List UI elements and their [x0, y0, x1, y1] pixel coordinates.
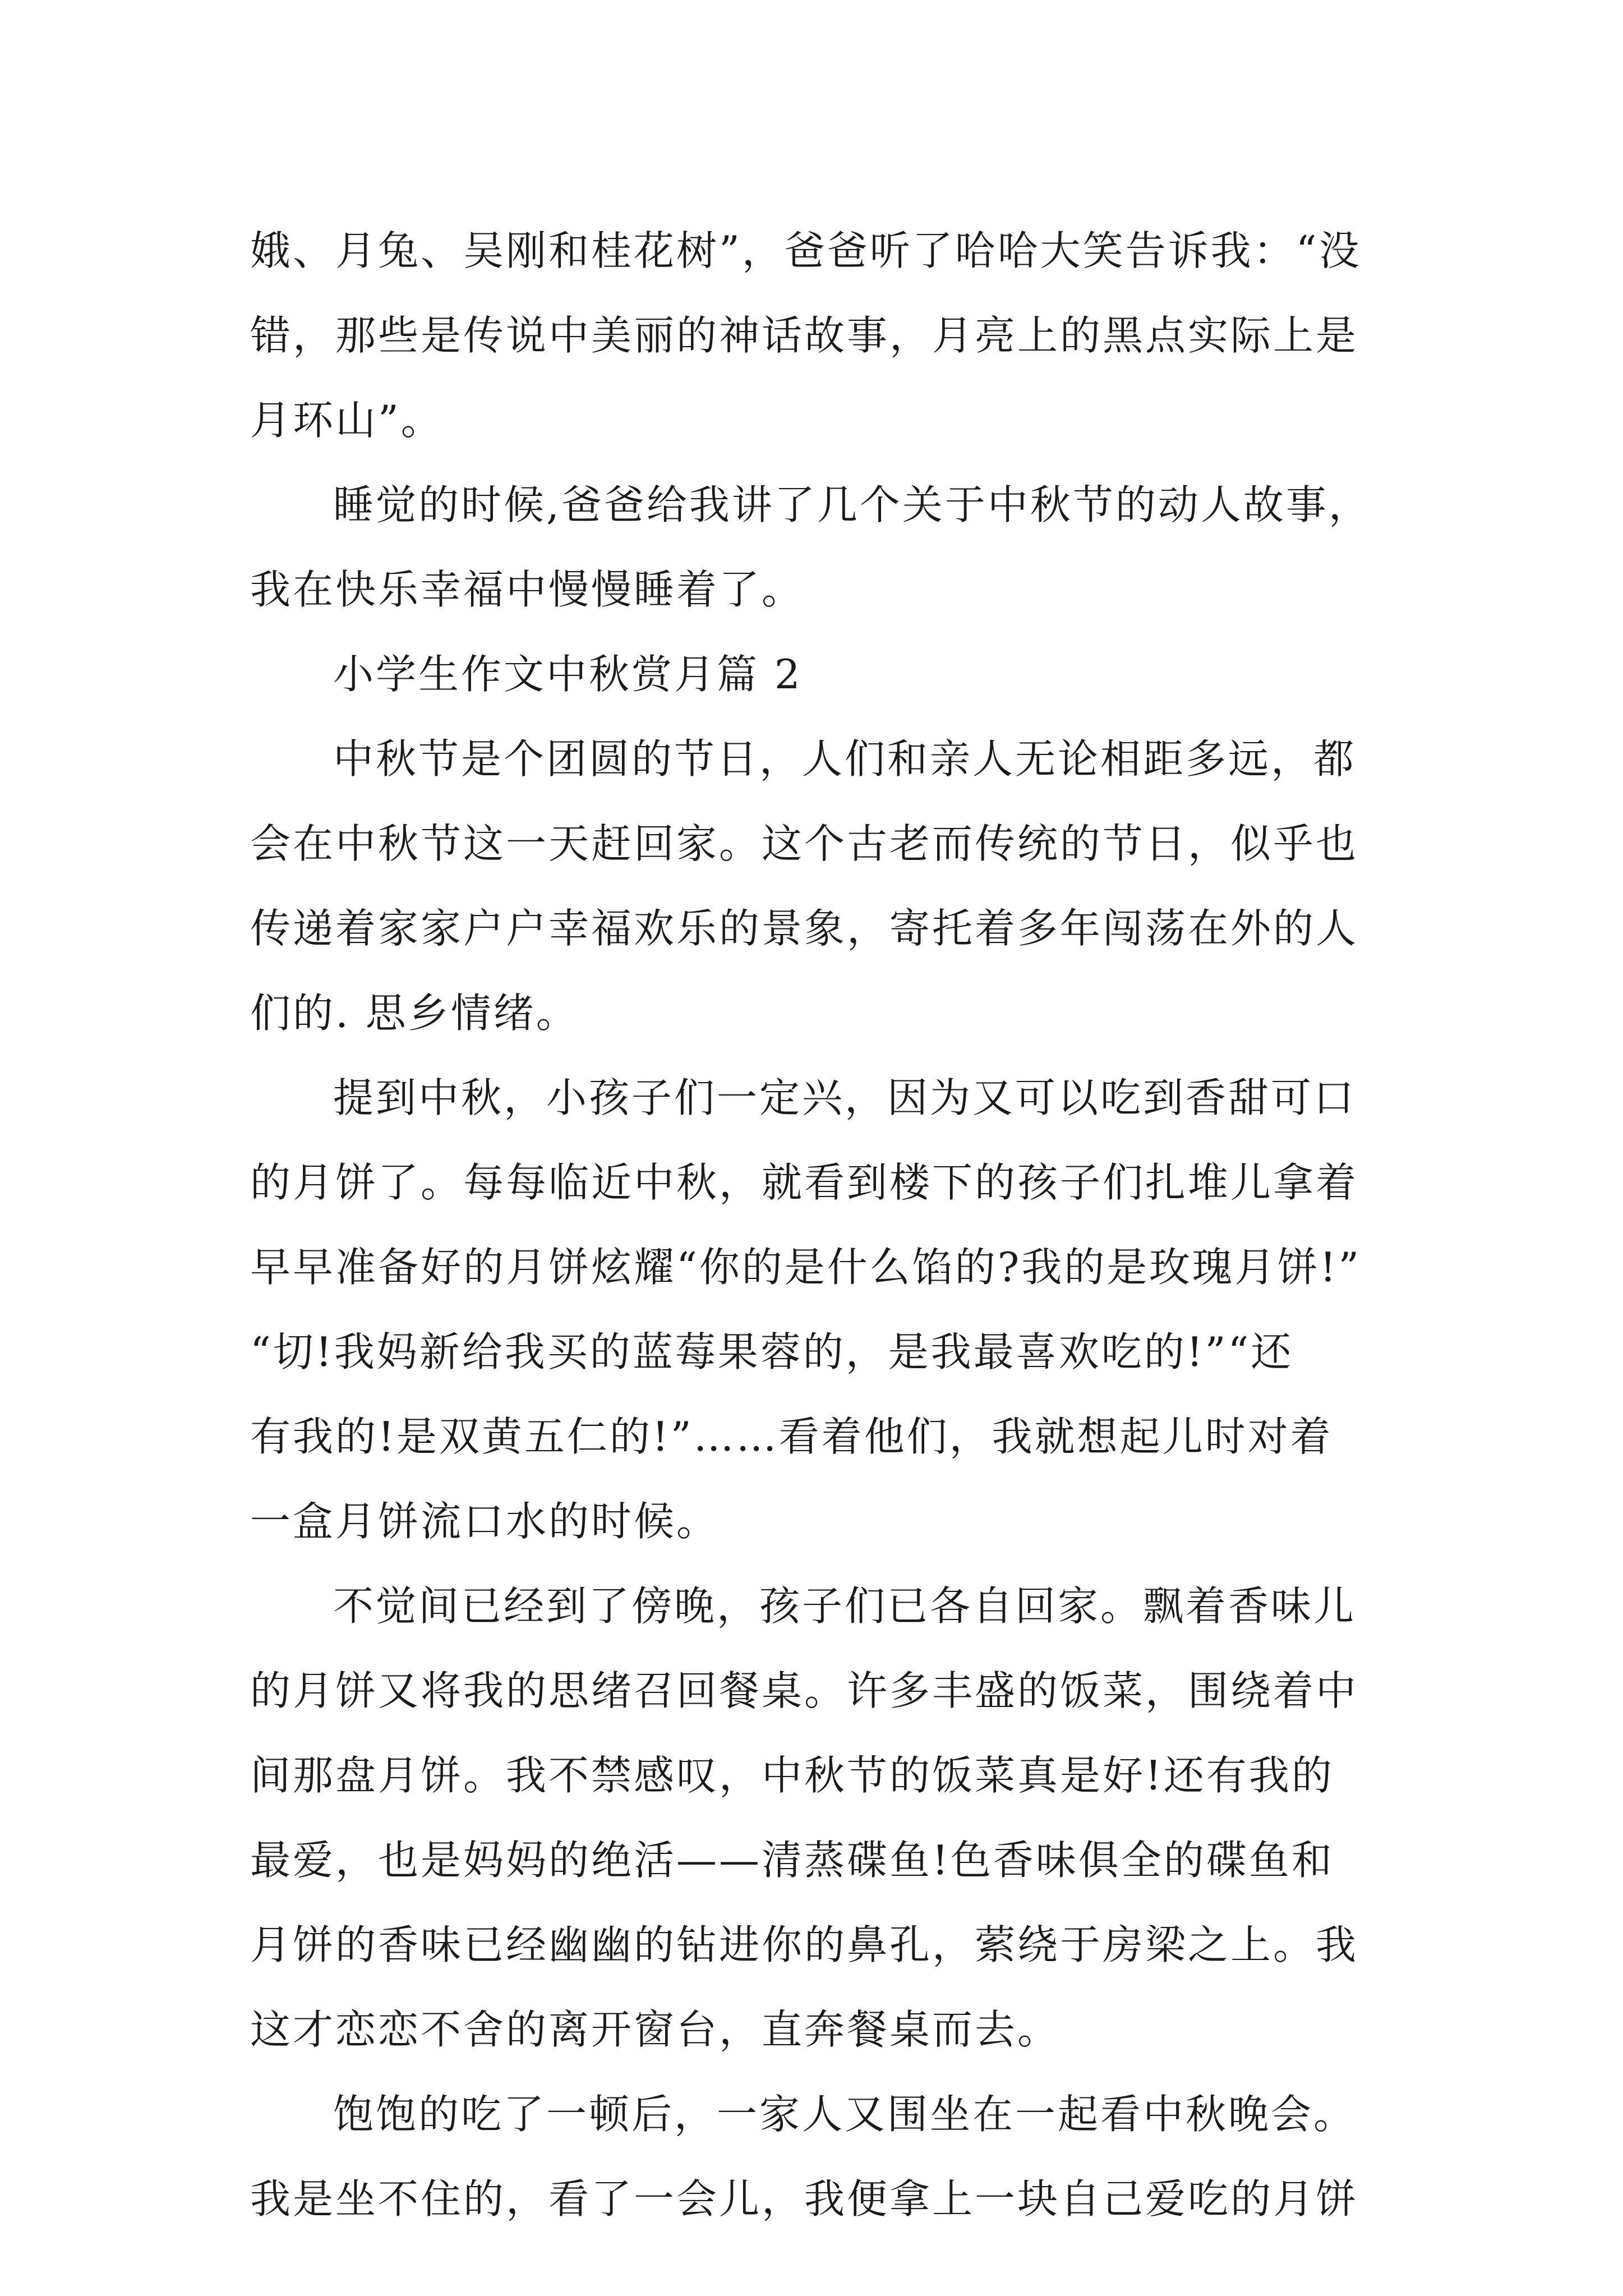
text-line: 错，那些是传说中美丽的神话故事，月亮上的黑点实际上是	[250, 312, 1359, 359]
paragraph-start-line: 睡觉的时候,爸爸给我讲了几个关于中秋节的动人故事，	[333, 481, 1371, 528]
paragraph-start-line: 不觉间已经到了傍晚，孩子们已各自回家。飘着香味儿	[333, 1582, 1357, 1630]
paragraph-start-line: 饱饱的吃了一顿后，一家人又围坐在一起看中秋晚会。	[333, 2091, 1357, 2138]
paragraph-start-line: 提到中秋，小孩子们一定兴，因为又可以吃到香甜可口	[333, 1074, 1357, 1121]
text-line: 早早准备好的月饼炫耀“你的是什么馅的?我的是玫瑰月饼!”	[250, 1244, 1362, 1291]
text-line: 我是坐不住的，看了一会儿，我便拿上一块自己爱吃的月饼	[250, 2175, 1359, 2223]
text-line: 最爱，也是妈妈的绝活——清蒸碟鱼!色香味俱全的碟鱼和	[250, 1837, 1334, 1884]
text-line: 我在快乐幸福中慢慢睡着了。	[250, 566, 805, 613]
text-line: 月饼的香味已经幽幽的钻进你的鼻孔，萦绕于房梁之上。我	[250, 1921, 1359, 1968]
text-line: 们的. 思乡情绪。	[250, 990, 579, 1037]
text-line: 娥、月兔、吴刚和桂花树”，爸爸听了哈哈大笑告诉我：“没	[250, 227, 1362, 274]
text-line: 传递着家家户户幸福欢乐的景象，寄托着多年闯荡在外的人	[250, 905, 1359, 952]
section-heading: 小学生作文中秋赏月篇 2	[333, 651, 803, 698]
text-line: 月环山”。	[250, 397, 444, 444]
text-line: 间那盘月饼。我不禁感叹，中秋节的饭菜真是好!还有我的	[250, 1752, 1334, 1799]
text-line: 一盒月饼流口水的时候。	[250, 1498, 720, 1545]
text-line: 会在中秋节这一天赶回家。这个古老而传统的节日，似乎也	[250, 820, 1359, 867]
text-line: 的月饼了。每每临近中秋，就看到楼下的孩子们扎堆儿拿着	[250, 1159, 1359, 1206]
text-line: 的月饼又将我的思绪召回餐桌。许多丰盛的饭菜，围绕着中	[250, 1667, 1359, 1714]
text-line: 有我的!是双黄五仁的!”……看着他们，我就想起儿时对着	[250, 1413, 1333, 1460]
article-body	[250, 209, 1383, 2242]
paragraph-start-line: 中秋节是个团圆的节日，人们和亲人无论相距多远，都	[333, 735, 1357, 783]
text-line: 这才恋恋不舍的离开窗台，直奔餐桌而去。	[250, 2006, 1061, 2053]
text-line: “切!我妈新给我买的蓝莓果蓉的，是我最喜欢吃的!”“还	[250, 1328, 1294, 1375]
